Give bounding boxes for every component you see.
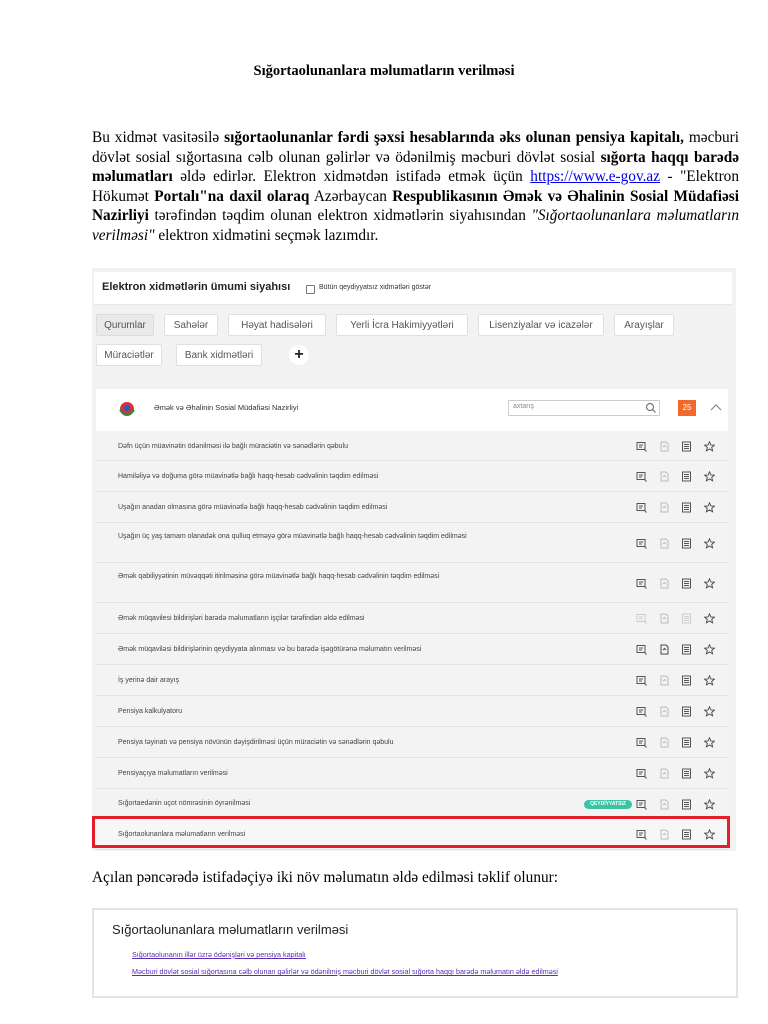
list-icon[interactable] <box>681 613 692 624</box>
egov-link[interactable]: https://www.e-gov.az <box>530 168 661 186</box>
star-icon[interactable] <box>704 644 715 655</box>
star-icon[interactable] <box>704 768 715 779</box>
star-icon[interactable] <box>704 471 715 482</box>
service-row[interactable] <box>96 665 728 696</box>
chip-heyat-hadiseleri[interactable]: Həyat hadisələri <box>228 314 326 336</box>
service-row[interactable] <box>96 603 728 634</box>
document-icon[interactable] <box>659 706 670 717</box>
service-row[interactable] <box>96 789 728 819</box>
intro-text: - "Elektron Hökumət <box>92 168 739 205</box>
star-icon[interactable] <box>704 502 715 513</box>
chip-bank-xidmetleri[interactable]: Bank xidmətləri <box>176 344 262 366</box>
services-screenshot <box>92 268 736 851</box>
service-row[interactable] <box>96 523 728 563</box>
document-icon[interactable] <box>659 644 670 655</box>
apply-icon[interactable] <box>636 737 647 748</box>
list-icon[interactable] <box>681 578 692 589</box>
highlight-frame <box>92 816 730 848</box>
intro-paragraph <box>92 128 739 246</box>
star-icon[interactable] <box>704 799 715 810</box>
apply-icon[interactable] <box>636 538 647 549</box>
intro-bold: sığortaolunanlar fərdi şəxsi hesablarında əks olunan pensiya kapitalı, <box>224 129 684 146</box>
unregistered-badge: QEYDİYYATSIZ <box>584 800 632 809</box>
apply-icon[interactable] <box>636 471 647 482</box>
star-icon[interactable] <box>704 706 715 717</box>
chip-saheler[interactable]: Sahələr <box>164 314 218 336</box>
services-header <box>94 272 732 305</box>
chip-qurumlar[interactable]: Qurumlar <box>96 314 154 336</box>
services-header-title: Elektron xidmətlərin ümumi siyahısı <box>102 281 291 293</box>
service-row[interactable] <box>96 727 728 758</box>
option-link-payments[interactable]: Sığortaolunanın illər üzrə ödənişləri və pensiya kapitalı <box>132 950 306 959</box>
star-icon[interactable] <box>704 441 715 452</box>
service-title: Pensiyaçıya məlumatların verilməsi <box>118 770 228 777</box>
apply-icon[interactable] <box>636 799 647 810</box>
list-icon[interactable] <box>681 768 692 779</box>
apply-icon[interactable] <box>636 706 647 717</box>
show-unregistered-checkbox[interactable] <box>306 285 315 294</box>
list-icon[interactable] <box>681 441 692 452</box>
list-icon[interactable] <box>681 737 692 748</box>
service-row[interactable] <box>96 461 728 492</box>
document-icon[interactable] <box>659 613 670 624</box>
service-title: Sığortaedənin uçot nömrəsinin öyrənilməsi <box>118 800 251 807</box>
document-icon[interactable] <box>659 578 670 589</box>
intro-bold: Respublikasının Əmək və Əhalinin Sosial Müdafiəsi Nazirliyi <box>92 187 739 225</box>
service-title: Pensiya təyinatı və pensiya növünün dəyişdirilməsi üçün müraciətin və sənədlərin qəbulu <box>118 739 394 746</box>
service-title: Əmək qabiliyyətinin müvəqqəti itirilməsinə görə müavinətlə bağlı haqq-hesab cədvəlinin təqdim edilməsi <box>118 573 440 580</box>
service-row[interactable] <box>96 696 728 727</box>
list-icon[interactable] <box>681 706 692 717</box>
document-icon[interactable] <box>659 471 670 482</box>
document-title: Sığortaolunanlara məlumatların verilməsi <box>253 63 515 79</box>
intro-italic: "Sığortaolunanlara məlumatların verilməsi" <box>92 207 739 244</box>
chevron-up-icon[interactable] <box>710 402 722 412</box>
intro-bold: Portalı"na daxil olaraq <box>154 187 310 205</box>
service-row[interactable] <box>96 431 728 461</box>
after-paragraph <box>92 869 558 887</box>
list-icon[interactable] <box>681 644 692 655</box>
service-title: Dəfn üçün müavinətin ödənilməsi ilə bağlı müraciətin və sənədlərin qəbulu <box>118 443 348 450</box>
service-row[interactable] <box>96 563 728 603</box>
checkbox-label: Bütün qeydiyyatsız xidmətləri göstər <box>319 284 432 291</box>
service-row[interactable] <box>96 492 728 523</box>
star-icon[interactable] <box>704 675 715 686</box>
service-row[interactable] <box>96 758 728 789</box>
apply-icon[interactable] <box>636 644 647 655</box>
ministry-logo-icon <box>118 400 136 418</box>
apply-icon[interactable] <box>636 578 647 589</box>
chip-lisenziyalar[interactable]: Lisenziyalar və icazələr <box>478 314 604 336</box>
service-row[interactable] <box>96 634 728 665</box>
list-icon[interactable] <box>681 675 692 686</box>
intro-text: Azərbaycan <box>309 187 393 205</box>
list-icon[interactable] <box>681 471 692 482</box>
info-options-panel <box>92 908 738 998</box>
list-icon[interactable] <box>681 799 692 810</box>
apply-icon[interactable] <box>636 768 647 779</box>
ministry-name: Əmək və Əhalinin Sosial Müdafiəsi Nazirliyi <box>154 403 299 412</box>
search-icon[interactable] <box>645 402 657 414</box>
document-icon[interactable] <box>659 675 670 686</box>
list-icon[interactable] <box>681 538 692 549</box>
add-chip-button[interactable]: + <box>289 345 309 365</box>
star-icon[interactable] <box>704 538 715 549</box>
service-count-badge: 25 <box>678 400 696 416</box>
intro-text: məcburi dövlət sosial sığortasına cəlb olunan gəlirlər və ödənilmiş məcburi dövlət sosial <box>92 129 740 166</box>
chip-muracietler[interactable]: Müraciətlər <box>96 344 162 366</box>
service-title: Sığortaolunanlara məlumatların verilməsi <box>118 831 246 838</box>
star-icon[interactable] <box>704 578 715 589</box>
chip-arayislar[interactable]: Arayışlar <box>614 314 674 336</box>
ministry-header[interactable] <box>96 389 728 431</box>
star-icon[interactable] <box>704 737 715 748</box>
apply-icon[interactable] <box>636 675 647 686</box>
intro-text: Bu xidmət vasitəsilə <box>92 129 225 146</box>
option-link-income[interactable]: Məcburi dövlət sosial sığortasına cəlb olunan gəlirlər və ödənilmiş məcburi dövlət sosial sığorta haqqı barədə məlumatın əldə edilməsi <box>132 967 558 976</box>
service-title: Hamiləliyə və doğuma görə müavinətlə bağlı haqq-hesab cədvəlinin təqdim edilməsi <box>118 473 379 480</box>
intro-bold: sığorta haqqı barədə məlumatları <box>92 148 739 186</box>
apply-icon[interactable] <box>636 502 647 513</box>
chip-yerli-icra[interactable]: Yerli İcra Hakimiyyətləri <box>336 314 468 336</box>
document-icon[interactable] <box>659 737 670 748</box>
service-title: Uşağın anadan olmasına görə müavinətlə bağlı haqq-hesab cədvəlinin təqdim edilməsi <box>118 504 388 511</box>
document-icon[interactable] <box>659 538 670 549</box>
service-title: Uşağın üç yaş tamam olanadək ona qulluq etməyə görə müavinətlə bağlı haqq-hesab cədvəlinin təqdim edilməsi <box>118 533 467 540</box>
service-title: Əmək müqavilesi bildirişləri barədə məlumatların işçilər tərəfindən əldə edilməsi <box>118 615 365 622</box>
document-icon[interactable] <box>659 502 670 513</box>
intro-text: tərəfindən təqdim olunan elektron xidmətlərin siyahısından <box>148 207 532 225</box>
document-icon[interactable] <box>659 441 670 452</box>
apply-icon[interactable] <box>636 613 647 624</box>
list-icon[interactable] <box>681 502 692 513</box>
document-icon[interactable] <box>659 799 670 810</box>
service-title: İş yerinə dair arayış <box>118 677 180 684</box>
star-icon[interactable] <box>704 613 715 624</box>
after-text: Açılan pəncərədə istifadəçiyə iki növ məlumatın əldə edilməsi təklif olunur: <box>92 869 558 886</box>
document-icon[interactable] <box>659 768 670 779</box>
service-title: Əmək müqaviləsi bildirişlərinin qeydiyyata alınması və bu barədə işəgötürənə məlumatın verilməsi <box>118 646 422 653</box>
panel-title: Sığortaolunanlara məlumatların verilməsi <box>112 922 349 937</box>
intro-text: əldə edirlər. Elektron xidmətdən istifadə etmək üçün <box>172 168 531 186</box>
intro-text: elektron xidmətini seçmək lazımdır. <box>154 226 379 244</box>
service-title: Pensiya kalkulyatoru <box>118 708 183 715</box>
search-input[interactable]: axtarış <box>508 400 660 416</box>
apply-icon[interactable] <box>636 441 647 452</box>
